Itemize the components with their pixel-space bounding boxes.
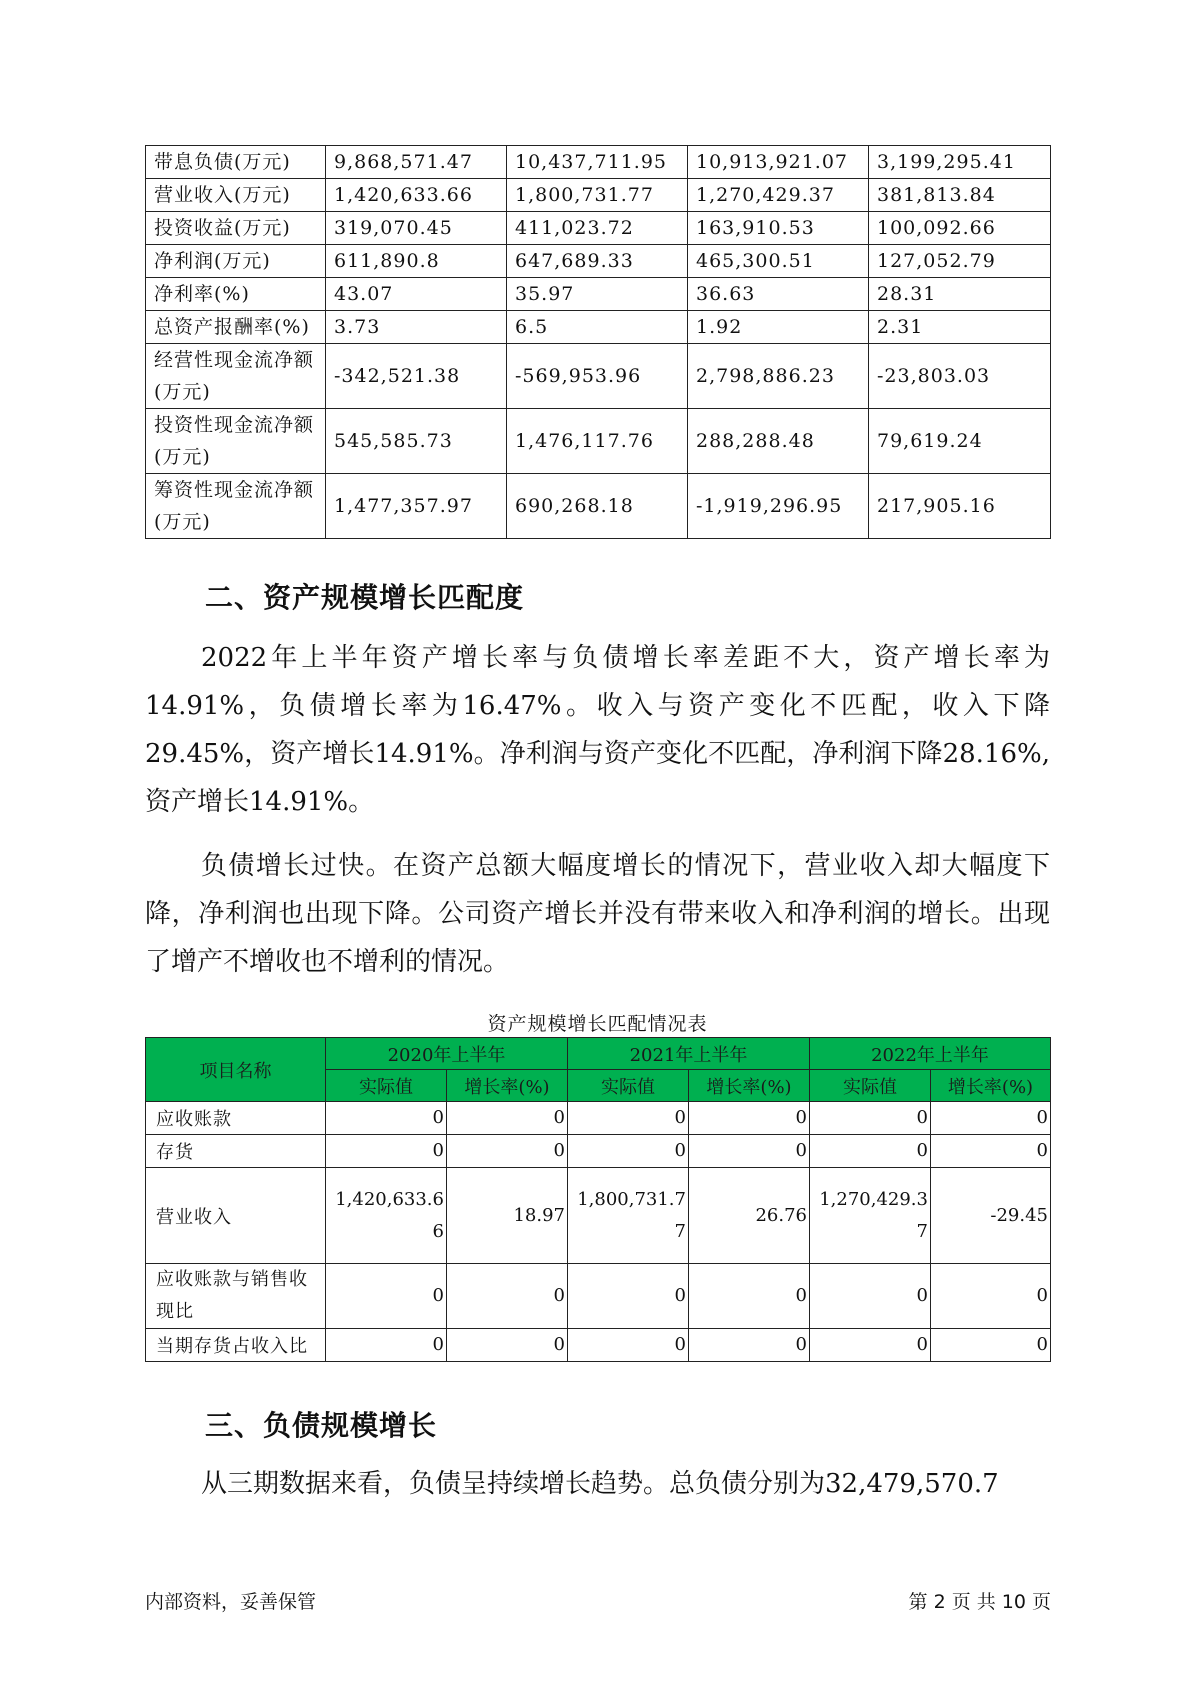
table-cell: -29.45 — [931, 1168, 1051, 1264]
table-cell: 1,476,117.76 — [507, 409, 688, 474]
row-label: 净利率(%) — [146, 278, 326, 311]
table-cell: 10,913,921.07 — [688, 146, 869, 179]
row-label: 营业收入(万元) — [146, 179, 326, 212]
table-row — [146, 1168, 1051, 1264]
paragraph: 2022年上半年资产增长率与负债增长率差距不大，资产增长率为14.91%，负债增长率为16.47%。收入与资产变化不匹配，收入下降29.45%，资产增长14.91%。净利润与资产变化不匹配，净利润下降28.16%,资产增长14.91%。 — [145, 643, 1050, 817]
table-cell: 319,070.45 — [326, 212, 507, 245]
table-cell: 0 — [689, 1135, 810, 1168]
table-cell: 3,199,295.41 — [869, 146, 1051, 179]
table-cell: 28.31 — [869, 278, 1051, 311]
footer-confidential-note: 内部资料，妥善保管 — [145, 1591, 317, 1613]
column-header-period: 2022年上半年 — [810, 1038, 1051, 1070]
header-row — [146, 1038, 1051, 1070]
asset-growth-match-table — [145, 1037, 1051, 1362]
table-row — [146, 212, 1051, 245]
table-cell: -23,803.03 — [869, 344, 1051, 409]
table-cell: 35.97 — [507, 278, 688, 311]
table-cell: 647,689.33 — [507, 245, 688, 278]
table-cell: 0 — [810, 1135, 931, 1168]
row-label: 净利润(万元) — [146, 245, 326, 278]
table-cell: 0 — [447, 1102, 568, 1135]
table-row — [146, 1102, 1051, 1135]
table-row — [146, 1135, 1051, 1168]
table-row — [146, 474, 1051, 539]
table-cell: 0 — [810, 1102, 931, 1135]
table-cell: 465,300.51 — [688, 245, 869, 278]
table-cell: 1,420,633.66 — [326, 1168, 447, 1264]
table-cell: 0 — [931, 1102, 1051, 1135]
table-cell: -342,521.38 — [326, 344, 507, 409]
table-cell: 79,619.24 — [869, 409, 1051, 474]
table-cell: 0 — [689, 1102, 810, 1135]
table-cell: 10,437,711.95 — [507, 146, 688, 179]
column-header-growth: 增长率(%) — [931, 1070, 1051, 1102]
table-cell: 163,910.53 — [688, 212, 869, 245]
row-label: 投资收益(万元) — [146, 212, 326, 245]
table-cell: 0 — [447, 1135, 568, 1168]
table-row — [146, 311, 1051, 344]
table-cell: 0 — [568, 1135, 689, 1168]
table-cell: 18.97 — [447, 1168, 568, 1264]
table-cell: 1,270,429.37 — [688, 179, 869, 212]
row-label: 营业收入 — [146, 1168, 326, 1264]
table-row — [146, 278, 1051, 311]
table-row — [146, 409, 1051, 474]
table-row — [146, 146, 1051, 179]
table-cell: 1,270,429.37 — [810, 1168, 931, 1264]
table-cell: 0 — [689, 1329, 810, 1362]
section-heading-liability-growth: 三、负债规模增长 — [205, 1409, 438, 1442]
column-header-actual: 实际值 — [326, 1070, 447, 1102]
table-cell: 411,023.72 — [507, 212, 688, 245]
table-cell: 0 — [810, 1264, 931, 1329]
table-cell: 2,798,886.23 — [688, 344, 869, 409]
table-cell: 100,092.66 — [869, 212, 1051, 245]
table-cell: 0 — [447, 1329, 568, 1362]
table-cell: 288,288.48 — [688, 409, 869, 474]
column-header-actual: 实际值 — [568, 1070, 689, 1102]
table-cell: 26.76 — [689, 1168, 810, 1264]
table-row — [146, 1264, 1051, 1329]
table-cell: 0 — [931, 1264, 1051, 1329]
financial-indicators-table — [145, 145, 1051, 539]
paragraph: 负债增长过快。在资产总额大幅度增长的情况下，营业收入却大幅度下降，净利润也出现下降。公司资产增长并没有带来收入和净利润的增长。出现了增产不增收也不增利的情况。 — [145, 851, 1050, 977]
table-cell: 0 — [326, 1329, 447, 1362]
table-cell: 611,890.8 — [326, 245, 507, 278]
row-label: 经营性现金流净额(万元) — [146, 344, 326, 409]
row-label: 总资产报酬率(%) — [146, 311, 326, 344]
table-cell: 1,800,731.77 — [568, 1168, 689, 1264]
table-cell: 1,800,731.77 — [507, 179, 688, 212]
table-cell: 9,868,571.47 — [326, 146, 507, 179]
table-cell: 0 — [326, 1264, 447, 1329]
column-header-actual: 实际值 — [810, 1070, 931, 1102]
table-cell: 0 — [931, 1329, 1051, 1362]
row-label: 当期存货占收入比 — [146, 1329, 326, 1362]
table-row — [146, 344, 1051, 409]
column-header-growth: 增长率(%) — [447, 1070, 568, 1102]
table-row — [146, 245, 1051, 278]
table-cell: 381,813.84 — [869, 179, 1051, 212]
table-cell: 6.5 — [507, 311, 688, 344]
row-label: 投资性现金流净额(万元) — [146, 409, 326, 474]
row-label: 带息负债(万元) — [146, 146, 326, 179]
table-cell: 0 — [568, 1264, 689, 1329]
table-cell: 0 — [568, 1102, 689, 1135]
table-cell: -1,919,296.95 — [688, 474, 869, 539]
table-cell: 0 — [326, 1102, 447, 1135]
table-cell: 0 — [447, 1264, 568, 1329]
table-cell: -569,953.96 — [507, 344, 688, 409]
table-cell: 0 — [810, 1329, 931, 1362]
row-label: 应收账款与销售收现比 — [146, 1264, 326, 1329]
table-cell: 690,268.18 — [507, 474, 688, 539]
column-header-period: 2021年上半年 — [568, 1038, 810, 1070]
table-cell: 0 — [931, 1135, 1051, 1168]
table-cell: 43.07 — [326, 278, 507, 311]
paragraph: 从三期数据来看，负债呈持续增长趋势。总负债分别为32,479,570.7 — [201, 1469, 999, 1499]
table-row — [146, 1329, 1051, 1362]
row-label: 应收账款 — [146, 1102, 326, 1135]
column-header-growth: 增长率(%) — [689, 1070, 810, 1102]
table-cell: 127,052.79 — [869, 245, 1051, 278]
table-cell: 1,420,633.66 — [326, 179, 507, 212]
table-row — [146, 179, 1051, 212]
row-label: 筹资性现金流净额(万元) — [146, 474, 326, 539]
column-header-item: 项目名称 — [146, 1038, 326, 1102]
table-caption: 资产规模增长匹配情况表 — [487, 1013, 708, 1035]
table-cell: 36.63 — [688, 278, 869, 311]
footer-page-number: 第 2 页 共 10 页 — [908, 1591, 1051, 1613]
table-cell: 2.31 — [869, 311, 1051, 344]
column-header-period: 2020年上半年 — [326, 1038, 568, 1070]
table-cell: 0 — [326, 1135, 447, 1168]
table-cell: 3.73 — [326, 311, 507, 344]
table-cell: 1.92 — [688, 311, 869, 344]
table-cell: 1,477,357.97 — [326, 474, 507, 539]
row-label: 存货 — [146, 1135, 326, 1168]
table-cell: 0 — [568, 1329, 689, 1362]
table-cell: 217,905.16 — [869, 474, 1051, 539]
section-heading-asset-growth: 二、资产规模增长匹配度 — [205, 581, 525, 614]
table-cell: 0 — [689, 1264, 810, 1329]
table-cell: 545,585.73 — [326, 409, 507, 474]
